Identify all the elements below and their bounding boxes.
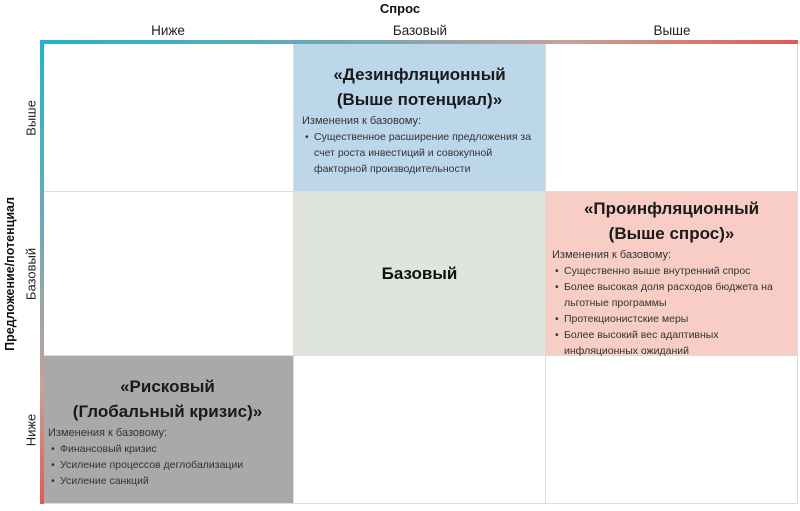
column-header-base: Базовый xyxy=(392,23,448,38)
x-axis-title: Спрос xyxy=(379,1,421,16)
changes-list xyxy=(48,441,290,489)
cell-empty-bottom-mid xyxy=(294,356,546,504)
scenario-title: Базовый xyxy=(381,263,458,283)
demand-axis-gradient-bar xyxy=(40,40,798,44)
row-header-base: Базовый xyxy=(23,247,39,301)
list-item: • Существенное расширение предложения за счет роста инвестиций и совокупной факторной производительности xyxy=(314,129,544,177)
scenario-title: «Проинфляционный (Выше спрос)» xyxy=(583,199,760,243)
list-item: • Усиление санкций xyxy=(60,473,290,489)
scenario-baseline xyxy=(294,192,546,356)
changes-list xyxy=(302,129,544,177)
supply-axis-gradient-bar xyxy=(40,40,44,504)
list-item: • Существенно выше внутренний спрос xyxy=(564,263,790,279)
cell-empty-mid-left xyxy=(42,192,294,356)
changes-label: Изменения к базовому: xyxy=(552,249,672,261)
scenario-risk xyxy=(42,356,294,504)
column-header-higher: Выше xyxy=(653,23,691,38)
row-header-higher: Выше xyxy=(23,100,39,136)
row-header-lower: Ниже xyxy=(23,413,39,447)
column-header-lower: Ниже xyxy=(151,23,185,38)
changes-label: Изменения к базовому: xyxy=(302,115,422,127)
list-item: • Финансовый кризис xyxy=(60,441,290,457)
y-axis-title-wrap xyxy=(0,44,20,504)
list-item: • Более высокая доля расходов бюджета на льготные программы xyxy=(564,279,790,311)
list-item: • Усиление процессов деглобализации xyxy=(60,457,290,473)
scenario-title: «Рисковый (Глобальный кризис)» xyxy=(72,377,263,421)
y-axis-title: Предложение/потенциал xyxy=(3,197,17,351)
cell-empty-top-left xyxy=(42,44,294,192)
changes-list xyxy=(552,263,790,359)
changes-label: Изменения к базовому: xyxy=(48,427,168,439)
cell-empty-top-right xyxy=(546,44,798,192)
list-item: • Протекционистские меры xyxy=(564,311,790,327)
scenario-title: «Дезинфляционный (Выше потенциал)» xyxy=(333,65,506,109)
scenario-proinflation xyxy=(546,192,798,356)
list-item: • Более высокий вес адаптивных инфляционных ожиданий xyxy=(564,327,790,359)
scenario-matrix xyxy=(42,44,798,504)
cell-empty-bottom-right xyxy=(546,356,798,504)
scenario-disinflation xyxy=(294,44,546,192)
